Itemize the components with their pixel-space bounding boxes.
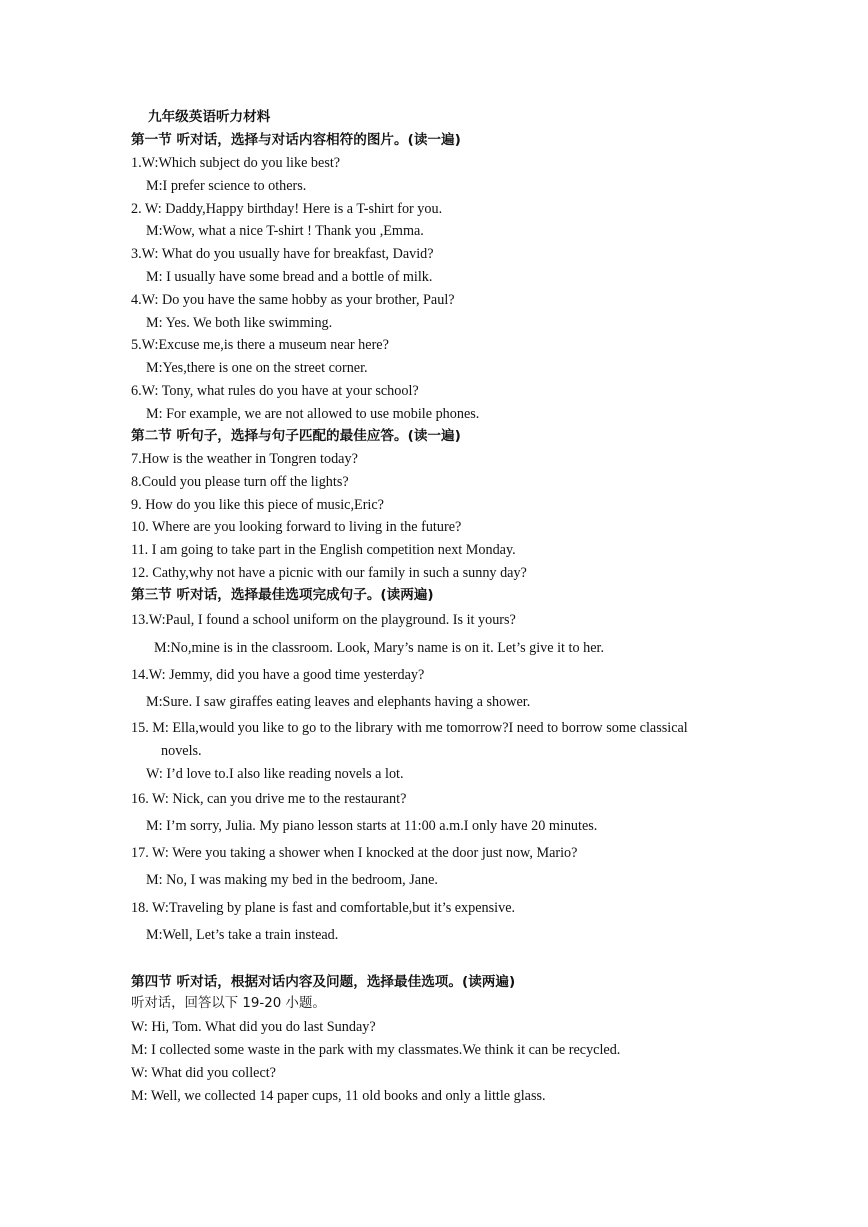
- text-line: 17. W: Were you taking a shower when I knocked at the door just now, Mario?: [131, 845, 578, 861]
- section-2-heading: 第二节 听句子，选择与句子匹配的最佳应答。(读一遍): [131, 428, 461, 444]
- text-line: M: I usually have some bread and a bottle of milk.: [146, 269, 433, 285]
- text-line: M:I prefer science to others.: [146, 178, 307, 194]
- section-4-heading: 第四节 听对话，根据对话内容及问题，选择最佳选项。(读两遍): [131, 974, 516, 990]
- text-line: 4.W: Do you have the same hobby as your brother, Paul?: [131, 292, 455, 308]
- text-line: M: I collected some waste in the park with my classmates.We think it can be recycled.: [131, 1042, 621, 1058]
- text-line: 18. W:Traveling by plane is fast and comfortable,but it’s expensive.: [131, 900, 516, 916]
- text-line: 1.W:Which subject do you like best?: [131, 155, 341, 171]
- text-line: M: I’m sorry, Julia. My piano lesson starts at 11:00 a.m.I only have 20 minutes.: [146, 818, 598, 834]
- text-line: M: Yes. We both like swimming.: [146, 315, 333, 331]
- text-line: 8.Could you please turn off the lights?: [131, 474, 349, 490]
- text-line: 12. Cathy,why not have a picnic with our family in such a sunny day?: [131, 565, 527, 581]
- text-line: 5.W:Excuse me,is there a museum near here?: [131, 337, 389, 353]
- text-line: 11. I am going to take part in the English competition next Monday.: [131, 542, 516, 558]
- text-line: 15. M: Ella,would you like to go to the library with me tomorrow?I need to borrow some classical: [131, 720, 688, 736]
- text-line: M:Yes,there is one on the street corner.: [146, 360, 368, 376]
- text-line: M: Well, we collected 14 paper cups, 11 old books and only a little glass.: [131, 1088, 546, 1104]
- text-line: M:No,mine is in the classroom. Look, Mary’s name is on it. Let’s give it to her.: [154, 640, 605, 656]
- text-line: 10. Where are you looking forward to living in the future?: [131, 519, 462, 535]
- text-line: 13.W:Paul, I found a school uniform on the playground. Is it yours?: [131, 612, 516, 628]
- text-line: M:Well, Let’s take a train instead.: [146, 927, 339, 943]
- text-line: 2. W: Daddy,Happy birthday! Here is a T-shirt for you.: [131, 201, 443, 217]
- text-line: novels.: [161, 743, 202, 759]
- section-4-instruction: 听对话，回答以下 19-20 小题。: [131, 996, 326, 1011]
- text-line: 3.W: What do you usually have for breakfast, David?: [131, 246, 434, 262]
- text-line: 14.W: Jemmy, did you have a good time yesterday?: [131, 667, 425, 683]
- text-line: M: For example, we are not allowed to use mobile phones.: [146, 406, 480, 422]
- text-line: W: What did you collect?: [131, 1065, 276, 1081]
- text-line: W: Hi, Tom. What did you do last Sunday?: [131, 1019, 376, 1035]
- text-line: 7.How is the weather in Tongren today?: [131, 451, 358, 467]
- text-line: 9. How do you like this piece of music,Eric?: [131, 497, 384, 513]
- text-line: 16. W: Nick, can you drive me to the restaurant?: [131, 791, 407, 807]
- section-1-heading: 第一节 听对话，选择与对话内容相符的图片。(读一遍): [131, 132, 461, 148]
- text-line: M: No, I was making my bed in the bedroom, Jane.: [146, 872, 438, 888]
- text-line: W: I’d love to.I also like reading novels a lot.: [146, 766, 404, 782]
- section-3-heading: 第三节 听对话，选择最佳选项完成句子。(读两遍): [131, 587, 434, 603]
- text-line: M:Sure. I saw giraffes eating leaves and elephants having a shower.: [146, 694, 531, 710]
- text-line: M:Wow, what a nice T-shirt ! Thank you ,Emma.: [146, 223, 424, 239]
- document-title: 九年级英语听力材料: [148, 109, 271, 125]
- text-line: 6.W: Tony, what rules do you have at your school?: [131, 383, 419, 399]
